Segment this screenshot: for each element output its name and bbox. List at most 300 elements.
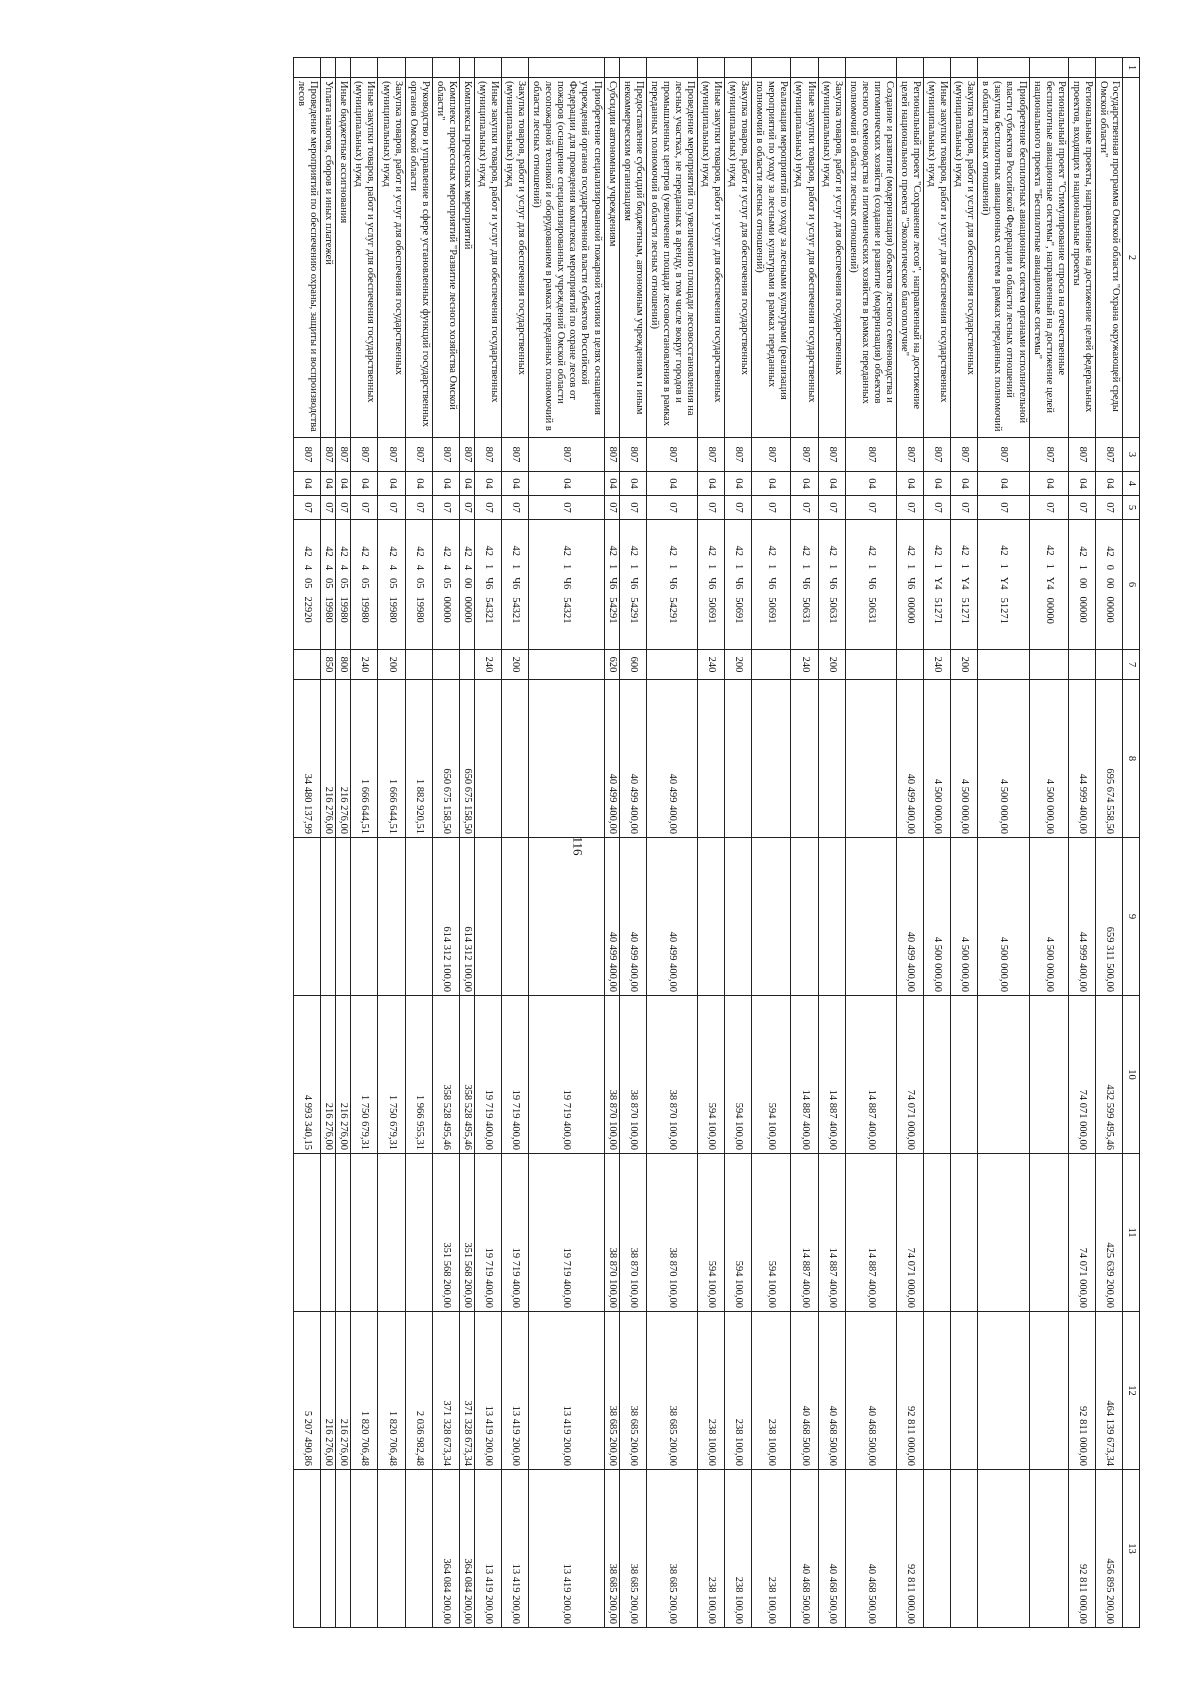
amount-col11-cell: 14 887 400,00 bbox=[845, 1154, 896, 1312]
program-code-part: 4 bbox=[386, 564, 398, 570]
ministry-code-cell: 807 bbox=[896, 438, 923, 472]
program-code-part: 1 bbox=[865, 563, 877, 570]
amount-col10-cell bbox=[1029, 996, 1068, 1154]
amount-col10-cell: 38 870 100,00 bbox=[619, 996, 646, 1154]
description-cell: Иные закупки товаров, работ и услуг для обеспечения государственных (муниципальных) нужд bbox=[474, 78, 501, 438]
expense-type-cell: 620 bbox=[604, 650, 619, 680]
program-code-part: 19980 bbox=[413, 596, 425, 623]
column-number-3: 3 bbox=[1123, 438, 1140, 472]
program-code-part: 00000 bbox=[1076, 596, 1088, 623]
description-cell: Закупка товаров, работ и услуг для обеспечения государственных (муниципальных) нужд bbox=[951, 78, 978, 438]
section-code-cell: 04 bbox=[459, 472, 474, 496]
program-code-part: 42 bbox=[1043, 545, 1055, 556]
description-cell: Реализация мероприятий по уходу за лесными культурами (реализация мероприятий по уходу за лесными культурами в рамках переданных полномочий в области лесных отношений) bbox=[752, 78, 791, 438]
program-code-part: 42 bbox=[359, 546, 371, 557]
row-number-cell bbox=[529, 58, 604, 78]
amount-col8-cell: 1 666 644,51 bbox=[351, 680, 378, 838]
table-row bbox=[336, 58, 351, 1628]
amount-col13-cell: 456 895 200,00 bbox=[1095, 1470, 1122, 1628]
column-number-10: 10 bbox=[1123, 996, 1140, 1154]
amount-col9-cell: 40 499 400,00 bbox=[619, 838, 646, 996]
section-code-cell: 04 bbox=[845, 472, 896, 496]
amount-col9-cell bbox=[845, 838, 896, 996]
subsection-code-cell: 07 bbox=[951, 496, 978, 520]
amount-col8-cell bbox=[791, 680, 818, 838]
program-code-part: 42 bbox=[413, 546, 425, 557]
amount-col8-cell: 44 999 400,00 bbox=[1068, 680, 1095, 838]
subsection-code-cell: 07 bbox=[698, 496, 725, 520]
amount-col11-cell: 425 639 200,00 bbox=[1095, 1154, 1122, 1312]
amount-col10-cell: 4 993 340,15 bbox=[294, 996, 321, 1154]
amount-col11-cell: 19 719 400,00 bbox=[502, 1154, 529, 1312]
table-row bbox=[752, 58, 791, 1628]
description-cell: Иные закупки товаров, работ и услуг для обеспечения государственных (муниципальных) нужд bbox=[791, 78, 818, 438]
amount-col9-cell bbox=[791, 838, 818, 996]
row-number-cell bbox=[405, 58, 432, 78]
program-code-cell bbox=[336, 520, 351, 650]
amount-col11-cell: 38 870 100,00 bbox=[619, 1154, 646, 1312]
program-code-cell bbox=[1068, 520, 1095, 650]
amount-col13-cell: 364 084 200,00 bbox=[432, 1470, 459, 1628]
amount-col9-cell: 4 500 000,00 bbox=[924, 838, 951, 996]
amount-col13-cell bbox=[294, 1470, 321, 1628]
row-number-cell bbox=[378, 58, 405, 78]
amount-col8-cell: 40 499 400,00 bbox=[896, 680, 923, 838]
program-code-part: 00000 bbox=[461, 596, 473, 623]
program-code-cell bbox=[604, 520, 619, 650]
program-code-part: Ч6 bbox=[865, 577, 877, 590]
amount-col10-cell: 74 071 000,00 bbox=[1068, 996, 1095, 1154]
table-body bbox=[294, 58, 1123, 1628]
row-number-cell bbox=[294, 58, 321, 78]
program-code-part: 42 bbox=[959, 545, 971, 556]
amount-col8-cell bbox=[698, 680, 725, 838]
amount-col10-cell: 216 276,00 bbox=[336, 996, 351, 1154]
section-code-cell: 04 bbox=[378, 472, 405, 496]
program-code-part: 1 bbox=[510, 563, 522, 570]
subsection-code-cell: 07 bbox=[529, 496, 604, 520]
ministry-code-cell: 807 bbox=[978, 438, 1029, 472]
section-code-cell: 04 bbox=[1095, 472, 1122, 496]
amount-col12-cell: 2 036 982,48 bbox=[405, 1312, 432, 1470]
program-code-cell bbox=[1095, 520, 1122, 650]
section-code-cell: 04 bbox=[1068, 472, 1095, 496]
amount-col11-cell: 38 870 100,00 bbox=[646, 1154, 697, 1312]
program-code-part: 1 bbox=[483, 563, 495, 570]
column-number-2: 2 bbox=[1123, 78, 1140, 438]
amount-col13-cell: 38 685 200,00 bbox=[604, 1470, 619, 1628]
amount-col8-cell: 40 499 400,00 bbox=[619, 680, 646, 838]
ministry-code-cell: 807 bbox=[791, 438, 818, 472]
program-code-part: 05 bbox=[386, 578, 398, 589]
program-code-part: Ч6 bbox=[483, 577, 495, 590]
subsection-code-cell: 07 bbox=[818, 496, 845, 520]
ministry-code-cell: 807 bbox=[1068, 438, 1095, 472]
amount-col12-cell: 216 276,00 bbox=[321, 1312, 336, 1470]
expense-type-cell bbox=[459, 650, 474, 680]
program-code-part: 4 bbox=[359, 564, 371, 570]
expense-type-cell: 200 bbox=[725, 650, 752, 680]
expense-type-cell bbox=[845, 650, 896, 680]
description-cell: Региональный проект "Сохранение лесов", направленный на достижение целей национального проекта "Экологическое благополучие" bbox=[896, 78, 923, 438]
description-cell: Закупка товаров, работ и услуг для обеспечения государственных (муниципальных) нужд bbox=[378, 78, 405, 438]
expense-type-cell bbox=[978, 650, 1029, 680]
description-cell: Приобретение специализированной пожарной техники в целях оснащения учреждений органов государственной власти субъектов Российской Федерации для проведения комплекса мероприятий по охране лесов от пожаров (оснащение специализированных учреждений Омской области лесопожарной техникой и оборудованием в рамках переданных полномочий в области лесных отношений) bbox=[529, 78, 604, 438]
amount-col13-cell bbox=[951, 1470, 978, 1628]
description-cell: Проведение мероприятий по увеличению площади лесовосстановления на лесных участках, не переданных в аренду, в том числе вокруг городов и промышленных центров (увеличение площади лесовосстановления в рамках переданных полномочий в области лесных отношений) bbox=[646, 78, 697, 438]
ministry-code-cell: 807 bbox=[321, 438, 336, 472]
amount-col12-cell bbox=[978, 1312, 1029, 1470]
column-number-6: 6 bbox=[1123, 520, 1140, 650]
row-number-cell bbox=[459, 58, 474, 78]
column-number-row bbox=[1123, 58, 1140, 1628]
subsection-code-cell: 07 bbox=[1029, 496, 1068, 520]
expense-type-cell: 800 bbox=[336, 650, 351, 680]
table-row bbox=[378, 58, 405, 1628]
program-code-part: 42 bbox=[510, 545, 522, 556]
ministry-code-cell: 807 bbox=[1029, 438, 1068, 472]
program-code-cell bbox=[529, 520, 604, 650]
program-code-part: 1 bbox=[998, 563, 1010, 569]
amount-col13-cell: 13 419 200,00 bbox=[529, 1470, 604, 1628]
program-code-part: 42 bbox=[338, 546, 350, 557]
program-code-part: 1 bbox=[826, 563, 838, 570]
amount-col9-cell: 614 312 100,00 bbox=[459, 838, 474, 996]
subsection-code-cell: 07 bbox=[432, 496, 459, 520]
column-number-7: 7 bbox=[1123, 650, 1140, 680]
ministry-code-cell: 807 bbox=[752, 438, 791, 472]
program-code-part: 42 bbox=[932, 545, 944, 556]
amount-col8-cell: 4 500 000,00 bbox=[924, 680, 951, 838]
amount-col9-cell bbox=[725, 838, 752, 996]
program-code-part: Y4 bbox=[1043, 576, 1055, 590]
column-number-4: 4 bbox=[1123, 472, 1140, 496]
expense-type-cell: 240 bbox=[474, 650, 501, 680]
row-number-cell bbox=[924, 58, 951, 78]
program-code-cell bbox=[646, 520, 697, 650]
description-cell: Комплекс процессных мероприятий "Развитие лесного хозяйства Омской области" bbox=[432, 78, 459, 438]
column-number-13: 13 bbox=[1123, 1470, 1140, 1628]
program-code-part: 42 bbox=[905, 545, 917, 556]
program-code-part: 42 bbox=[706, 545, 718, 556]
amount-col13-cell bbox=[405, 1470, 432, 1628]
amount-col13-cell: 38 685 200,00 bbox=[646, 1470, 697, 1628]
program-code-part: 1 bbox=[561, 563, 573, 570]
subsection-code-cell: 07 bbox=[474, 496, 501, 520]
subsection-code-cell: 07 bbox=[459, 496, 474, 520]
program-code-part: 00 bbox=[1076, 578, 1088, 589]
amount-col11-cell bbox=[924, 1154, 951, 1312]
expense-type-cell: 240 bbox=[791, 650, 818, 680]
rotated-page bbox=[60, 57, 1140, 1627]
amount-col11-cell: 14 887 400,00 bbox=[791, 1154, 818, 1312]
expense-type-cell: 240 bbox=[924, 650, 951, 680]
program-code-cell bbox=[474, 520, 501, 650]
expense-type-cell: 200 bbox=[378, 650, 405, 680]
section-code-cell: 04 bbox=[698, 472, 725, 496]
description-cell: Закупка товаров, работ и услуг для обеспечения государственных (муниципальных) нужд bbox=[725, 78, 752, 438]
program-code-part: 42 bbox=[799, 545, 811, 556]
description-cell: Комплексы процессных мероприятий bbox=[459, 78, 474, 438]
ministry-code-cell: 807 bbox=[604, 438, 619, 472]
expense-type-cell bbox=[294, 650, 321, 680]
amount-col12-cell: 1 820 706,48 bbox=[351, 1312, 378, 1470]
table-row bbox=[725, 58, 752, 1628]
ministry-code-cell: 807 bbox=[378, 438, 405, 472]
subsection-code-cell: 07 bbox=[791, 496, 818, 520]
budget-table bbox=[293, 57, 1140, 1628]
table-row bbox=[529, 58, 604, 1628]
amount-col9-cell: 40 499 400,00 bbox=[646, 838, 697, 996]
amount-col13-cell bbox=[321, 1470, 336, 1628]
amount-col13-cell: 40 468 500,00 bbox=[791, 1470, 818, 1628]
program-code-part: 4 bbox=[413, 564, 425, 570]
amount-col12-cell bbox=[951, 1312, 978, 1470]
section-code-cell: 04 bbox=[619, 472, 646, 496]
ministry-code-cell: 807 bbox=[646, 438, 697, 472]
program-code-part: 51271 bbox=[998, 597, 1010, 624]
amount-col9-cell: 659 311 500,00 bbox=[1095, 838, 1122, 996]
program-code-cell bbox=[378, 520, 405, 650]
table-row bbox=[896, 58, 923, 1628]
amount-col9-cell bbox=[405, 838, 432, 996]
section-code-cell: 04 bbox=[405, 472, 432, 496]
expense-type-cell: 200 bbox=[502, 650, 529, 680]
section-code-cell: 04 bbox=[924, 472, 951, 496]
ministry-code-cell: 807 bbox=[405, 438, 432, 472]
program-code-part: 1 bbox=[606, 563, 618, 570]
amount-col10-cell: 74 071 000,00 bbox=[896, 996, 923, 1154]
amount-col11-cell bbox=[378, 1154, 405, 1312]
amount-col11-cell: 19 719 400,00 bbox=[529, 1154, 604, 1312]
amount-col9-cell bbox=[502, 838, 529, 996]
amount-col8-cell bbox=[818, 680, 845, 838]
amount-col11-cell: 19 719 400,00 bbox=[474, 1154, 501, 1312]
program-code-part: 54321 bbox=[483, 597, 495, 624]
amount-col11-cell: 351 568 200,00 bbox=[432, 1154, 459, 1312]
amount-col9-cell bbox=[378, 838, 405, 996]
program-code-cell bbox=[619, 520, 646, 650]
program-code-part: Ч6 bbox=[799, 577, 811, 590]
section-code-cell: 04 bbox=[604, 472, 619, 496]
amount-col12-cell: 40 468 500,00 bbox=[791, 1312, 818, 1470]
subsection-code-cell: 07 bbox=[502, 496, 529, 520]
program-code-part: 50631 bbox=[799, 597, 811, 624]
program-code-part: 50691 bbox=[733, 597, 745, 624]
table-row bbox=[405, 58, 432, 1628]
amount-col8-cell: 216 276,00 bbox=[336, 680, 351, 838]
program-code-cell bbox=[1029, 520, 1068, 650]
program-code-part: 1 bbox=[627, 563, 639, 570]
amount-col8-cell bbox=[502, 680, 529, 838]
program-code-part: 4 bbox=[323, 564, 335, 570]
row-number-cell bbox=[474, 58, 501, 78]
amount-col13-cell: 92 811 000,00 bbox=[1068, 1470, 1095, 1628]
program-code-part: 42 bbox=[627, 545, 639, 556]
amount-col12-cell: 464 139 673,34 bbox=[1095, 1312, 1122, 1470]
ministry-code-cell: 807 bbox=[459, 438, 474, 472]
program-code-part: 00 bbox=[461, 578, 473, 589]
amount-col10-cell: 38 870 100,00 bbox=[604, 996, 619, 1154]
amount-col10-cell: 216 276,00 bbox=[321, 996, 336, 1154]
amount-col9-cell bbox=[474, 838, 501, 996]
amount-col12-cell: 1 820 706,48 bbox=[378, 1312, 405, 1470]
subsection-code-cell: 07 bbox=[725, 496, 752, 520]
row-number-cell bbox=[321, 58, 336, 78]
program-code-part: 42 bbox=[1076, 546, 1088, 557]
amount-col12-cell: 216 276,00 bbox=[336, 1312, 351, 1470]
ministry-code-cell: 807 bbox=[432, 438, 459, 472]
expense-type-cell: 850 bbox=[321, 650, 336, 680]
program-code-part: 4 bbox=[338, 564, 350, 570]
row-number-cell bbox=[725, 58, 752, 78]
column-number-1: 1 bbox=[1123, 58, 1140, 78]
program-code-part: 22920 bbox=[302, 596, 314, 623]
amount-col11-cell: 14 887 400,00 bbox=[818, 1154, 845, 1312]
table-row bbox=[1068, 58, 1095, 1628]
amount-col12-cell: 238 100,00 bbox=[752, 1312, 791, 1470]
ministry-code-cell: 807 bbox=[1095, 438, 1122, 472]
expense-type-cell bbox=[529, 650, 604, 680]
amount-col9-cell bbox=[321, 838, 336, 996]
subsection-code-cell: 07 bbox=[896, 496, 923, 520]
row-number-cell bbox=[619, 58, 646, 78]
program-code-part: 00000 bbox=[440, 596, 452, 623]
subsection-code-cell: 07 bbox=[336, 496, 351, 520]
amount-col11-cell: 594 100,00 bbox=[698, 1154, 725, 1312]
program-code-part: 05 bbox=[413, 578, 425, 589]
ministry-code-cell: 807 bbox=[951, 438, 978, 472]
amount-col11-cell: 38 870 100,00 bbox=[604, 1154, 619, 1312]
amount-col12-cell: 92 811 000,00 bbox=[896, 1312, 923, 1470]
amount-col12-cell: 238 100,00 bbox=[698, 1312, 725, 1470]
amount-col11-cell: 74 071 000,00 bbox=[1068, 1154, 1095, 1312]
program-code-part: 19980 bbox=[386, 596, 398, 623]
subsection-code-cell: 07 bbox=[1095, 496, 1122, 520]
program-code-part: Ч6 bbox=[510, 577, 522, 590]
program-code-part: 42 bbox=[766, 545, 778, 556]
amount-col9-cell: 4 500 000,00 bbox=[978, 838, 1029, 996]
amount-col13-cell bbox=[924, 1470, 951, 1628]
program-code-part: 00000 bbox=[905, 597, 917, 624]
expense-type-cell bbox=[405, 650, 432, 680]
table-row bbox=[791, 58, 818, 1628]
amount-col10-cell: 1 966 955,31 bbox=[405, 996, 432, 1154]
table-row bbox=[1095, 58, 1122, 1628]
amount-col11-cell bbox=[321, 1154, 336, 1312]
section-code-cell: 04 bbox=[1029, 472, 1068, 496]
row-number-cell bbox=[1095, 58, 1122, 78]
program-code-part: 42 bbox=[386, 546, 398, 557]
program-code-cell bbox=[405, 520, 432, 650]
program-code-cell bbox=[351, 520, 378, 650]
amount-col10-cell: 358 528 495,46 bbox=[432, 996, 459, 1154]
amount-col10-cell: 432 599 495,46 bbox=[1095, 996, 1122, 1154]
program-code-part: 1 bbox=[733, 563, 745, 570]
expense-type-cell bbox=[432, 650, 459, 680]
amount-col12-cell: 92 811 000,00 bbox=[1068, 1312, 1095, 1470]
program-code-part: 0 bbox=[1103, 564, 1115, 570]
program-code-part: 4 bbox=[461, 564, 473, 570]
amount-col10-cell: 14 887 400,00 bbox=[845, 996, 896, 1154]
ministry-code-cell: 807 bbox=[845, 438, 896, 472]
amount-col13-cell: 238 100,00 bbox=[752, 1470, 791, 1628]
column-number-5: 5 bbox=[1123, 496, 1140, 520]
program-code-part: 42 bbox=[733, 545, 745, 556]
amount-col12-cell: 38 685 200,00 bbox=[646, 1312, 697, 1470]
subsection-code-cell: 07 bbox=[321, 496, 336, 520]
table-row bbox=[951, 58, 978, 1628]
program-code-cell bbox=[818, 520, 845, 650]
program-code-cell bbox=[752, 520, 791, 650]
row-number-cell bbox=[896, 58, 923, 78]
amount-col9-cell bbox=[752, 838, 791, 996]
amount-col9-cell: 614 312 100,00 bbox=[432, 838, 459, 996]
amount-col10-cell: 1 750 679,31 bbox=[351, 996, 378, 1154]
amount-col12-cell: 40 468 500,00 bbox=[845, 1312, 896, 1470]
subsection-code-cell: 07 bbox=[619, 496, 646, 520]
program-code-part: 1 bbox=[932, 563, 944, 569]
program-code-part: 42 bbox=[998, 545, 1010, 556]
amount-col12-cell: 238 100,00 bbox=[725, 1312, 752, 1470]
row-number-cell bbox=[604, 58, 619, 78]
table-row bbox=[432, 58, 459, 1628]
description-cell: Иные закупки товаров, работ и услуг для обеспечения государственных (муниципальных) нужд bbox=[351, 78, 378, 438]
row-number-cell bbox=[845, 58, 896, 78]
expense-type-cell: 240 bbox=[351, 650, 378, 680]
amount-col9-cell: 40 499 400,00 bbox=[896, 838, 923, 996]
table-row bbox=[978, 58, 1029, 1628]
program-code-part: 42 bbox=[461, 546, 473, 557]
program-code-part: 19980 bbox=[338, 596, 350, 623]
table-row bbox=[474, 58, 501, 1628]
program-code-part: 05 bbox=[440, 578, 452, 589]
subsection-code-cell: 07 bbox=[845, 496, 896, 520]
program-code-part: Y4 bbox=[998, 576, 1010, 590]
amount-col12-cell bbox=[924, 1312, 951, 1470]
amount-col9-cell bbox=[351, 838, 378, 996]
column-number-12: 12 bbox=[1123, 1312, 1140, 1470]
section-code-cell: 04 bbox=[818, 472, 845, 496]
section-code-cell: 04 bbox=[351, 472, 378, 496]
description-cell: Иные бюджетные ассигнования bbox=[336, 78, 351, 438]
amount-col10-cell: 358 528 495,46 bbox=[459, 996, 474, 1154]
ministry-code-cell: 807 bbox=[351, 438, 378, 472]
amount-col9-cell: 4 500 000,00 bbox=[1029, 838, 1068, 996]
table-row bbox=[294, 58, 321, 1628]
program-code-cell bbox=[951, 520, 978, 650]
program-code-cell bbox=[924, 520, 951, 650]
amount-col8-cell: 216 276,00 bbox=[321, 680, 336, 838]
column-number-9: 9 bbox=[1123, 838, 1140, 996]
description-cell: Закупка товаров, работ и услуг для обеспечения государственных (муниципальных) нужд bbox=[818, 78, 845, 438]
ministry-code-cell: 807 bbox=[502, 438, 529, 472]
subsection-code-cell: 07 bbox=[294, 496, 321, 520]
section-code-cell: 04 bbox=[432, 472, 459, 496]
amount-col12-cell: 371 328 673,34 bbox=[432, 1312, 459, 1470]
row-number-cell bbox=[1029, 58, 1068, 78]
page-number: 116 bbox=[570, 836, 586, 856]
program-code-part: 54321 bbox=[561, 597, 573, 624]
amount-col9-cell bbox=[698, 838, 725, 996]
program-code-part: 19980 bbox=[323, 596, 335, 623]
amount-col11-cell bbox=[351, 1154, 378, 1312]
table-row bbox=[604, 58, 619, 1628]
program-code-part: 1 bbox=[905, 563, 917, 570]
amount-col8-cell: 695 674 558,50 bbox=[1095, 680, 1122, 838]
amount-col11-cell: 594 100,00 bbox=[725, 1154, 752, 1312]
table-row bbox=[502, 58, 529, 1628]
